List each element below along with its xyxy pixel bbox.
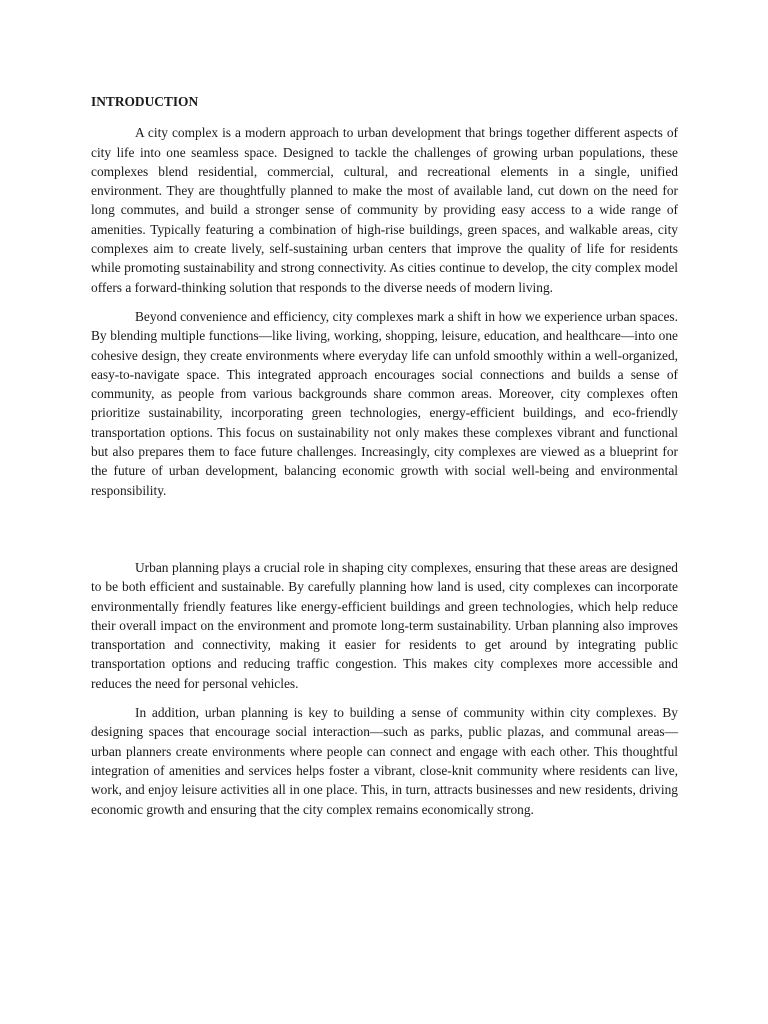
document-page — [91, 92, 678, 829]
paragraph-shift: Beyond convenience and efficiency, city complexes mark a shift in how we experience urban spaces. By blending multiple functions—like living, working, shopping, leisure, education, and healthcare—into one cohesive design, they create environments where everyday life can unfold smoothly within a well-organized, easy-to-navigate space. This integrated approach encourages social connections and builds a sense of community, as people from various backgrounds share common areas. Moreover, city complexes often prioritize sustainability, incorporating green technologies, energy-efficient buildings, and eco-friendly transportation options. This focus on sustainability not only makes these complexes vibrant and functional but also prepares them to face future challenges. Increasingly, city complexes are viewed as a blueprint for the future of urban development, balancing economic growth with social well-being and environmental responsibility. — [91, 308, 678, 498]
paragraph-community: In addition, urban planning is key to building a sense of community within city complexes. By designing spaces that encourage social interaction—such as parks, public plazas, and communal areas—urban planners create environments where people can connect and engage with each other. This thoughtful integration of amenities and services helps foster a vibrant, close-knit community where residents can live, work, and enjoy leisure activities all in one place. This, in turn, attracts businesses and new residents, driving economic growth and ensuring that the city complex remains economically strong. — [91, 705, 678, 817]
paragraph-intro: A city complex is a modern approach to urban development that brings together different aspects of city life into one seamless space. Designed to tackle the challenges of growing urban populations, these complexes blend residential, commercial, cultural, and recreational elements in a single, unified environment. They are thoughtfully planned to make the most of available land, cut down on the need for long commutes, and build a stronger sense of community by providing easy access to a wide range of amenities. Typically featuring a combination of high-rise buildings, green spaces, and walkable areas, city complexes aim to create lively, self-sustaining urban centers that improve the quality of life for residents while promoting sustainability and strong connectivity. As cities continue to develop, the city complex model offers a forward-thinking solution that responds to the diverse needs of modern living. — [91, 125, 678, 295]
paragraph-urban-planning: Urban planning plays a crucial role in shaping city complexes, ensuring that these areas are designed to be both efficient and sustainable. By carefully planning how land is used, city complexes can incorporate environmentally friendly features like energy-efficient buildings and green technologies, which help reduce their overall impact on the environment and promote long-term sustainability. Urban planning also improves transportation and connectivity, making it easier for residents to get around by integrating public transportation options and reducing traffic congestion. This makes city complexes more accessible and reduces the need for personal vehicles. — [91, 559, 678, 691]
section-heading: INTRODUCTION — [91, 94, 199, 109]
section-gap — [91, 510, 678, 558]
